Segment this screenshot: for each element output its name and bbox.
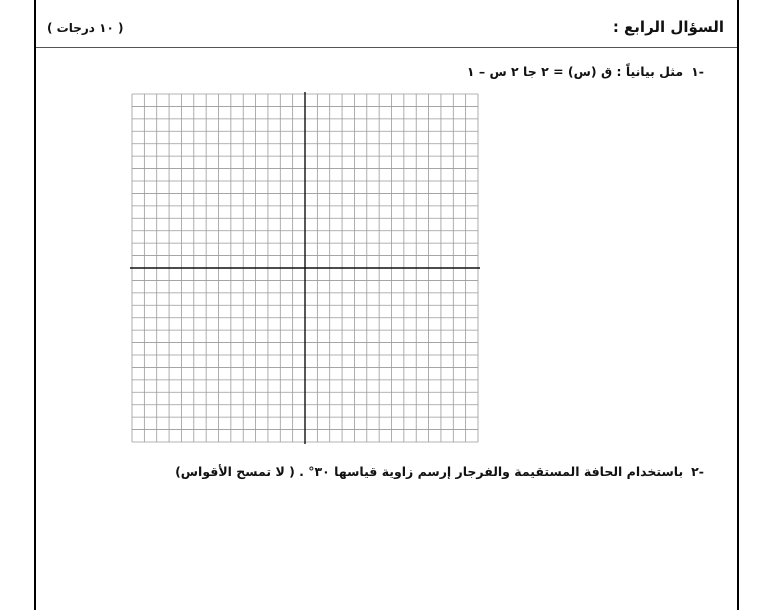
question-1-number: -١ <box>691 64 704 79</box>
question-title: السؤال الرابع : <box>612 18 724 36</box>
page-border-left <box>34 0 36 610</box>
graph-paper-grid[interactable] <box>120 88 490 448</box>
question-1-text: مثل بيانياً : ق (س) = ٢ جا ٢ س – ١ <box>466 64 684 79</box>
header-rule <box>36 47 737 48</box>
question-2-number: -٢ <box>691 464 704 479</box>
question-1 <box>467 64 704 79</box>
question-2-text: باستخدام الحافة المستقيمة والفرجار إرسم زاوية قياسها ٣٠° . ( لا تمسح الأقواس) <box>175 464 684 479</box>
marks-label: ( ١٠ درجات ) <box>47 21 124 35</box>
question-2 <box>175 464 704 479</box>
graph-paper[interactable] <box>120 88 490 448</box>
page-border-right <box>737 0 739 610</box>
